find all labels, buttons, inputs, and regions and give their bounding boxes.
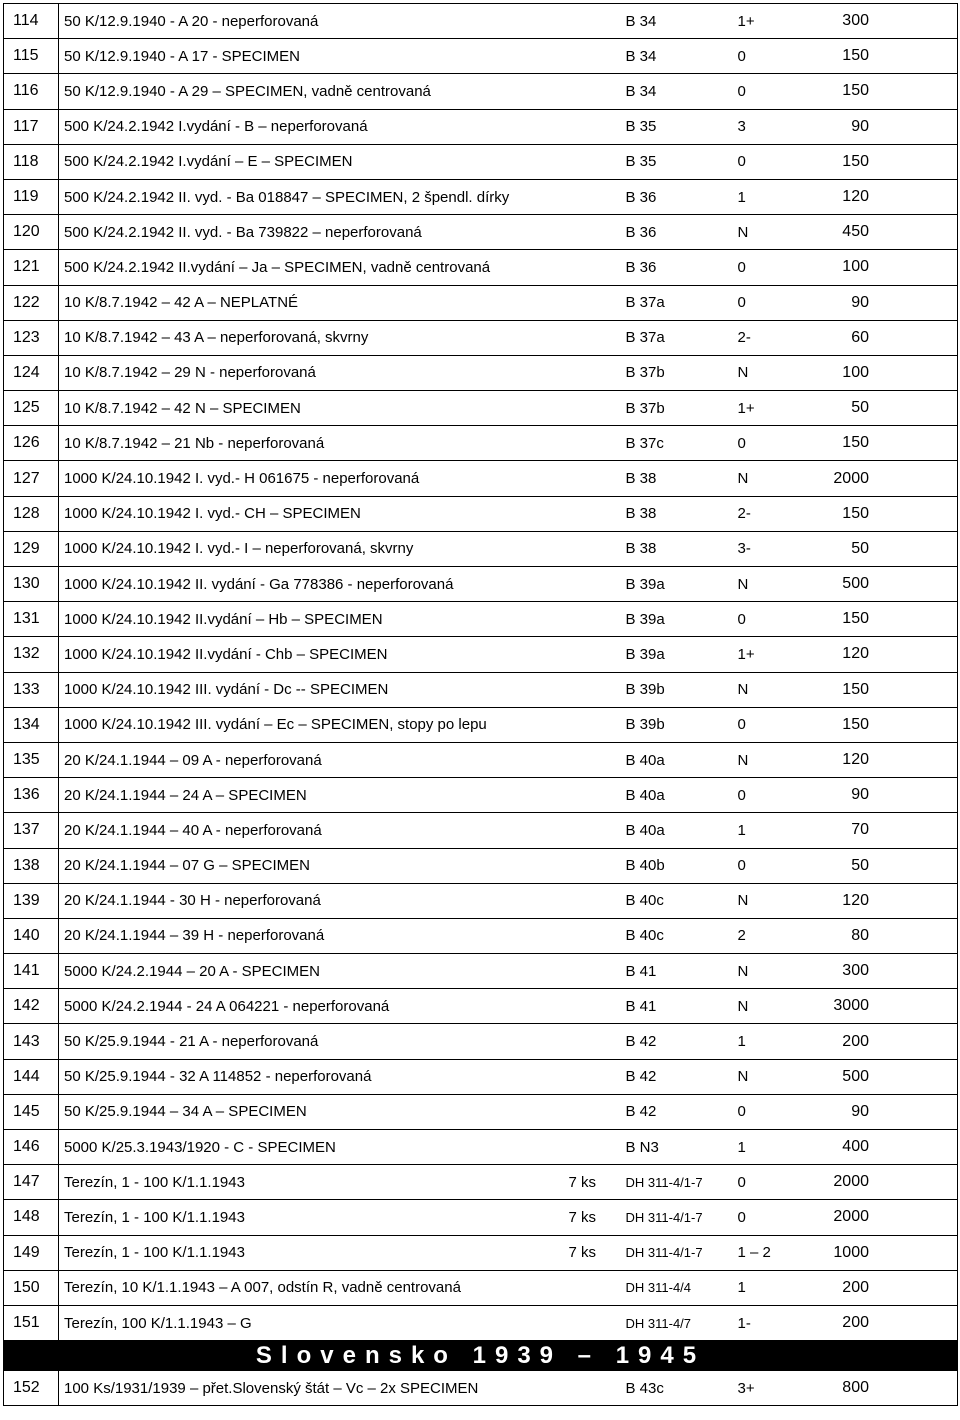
catalog-number: B 42	[624, 1024, 737, 1059]
table-row	[4, 1024, 958, 1059]
item-price: 1000	[807, 1235, 958, 1270]
catalog-number: B 39a	[624, 567, 737, 602]
item-price: 80	[807, 918, 958, 953]
item-grade: 1+	[737, 391, 807, 426]
lot-number: 147	[4, 1165, 59, 1200]
item-grade: N	[737, 742, 807, 777]
item-price: 400	[807, 1130, 958, 1165]
catalog-number: B 37a	[624, 320, 737, 355]
item-grade: 1	[737, 813, 807, 848]
item-price: 90	[807, 285, 958, 320]
table-row	[4, 1305, 958, 1340]
lot-number: 140	[4, 918, 59, 953]
table-row	[4, 250, 958, 285]
table-row	[4, 426, 958, 461]
item-description: 20 K/24.1.1944 – 39 H - neperforovaná	[59, 918, 569, 953]
item-quantity	[569, 602, 624, 637]
item-price: 50	[807, 531, 958, 566]
catalog-number: B 42	[624, 1094, 737, 1129]
item-description: Terezín, 1 - 100 K/1.1.1943	[59, 1200, 569, 1235]
item-description: 1000 K/24.10.1942 II.vydání – Hb – SPECIMEN	[59, 602, 569, 637]
item-description: Terezín, 1 - 100 K/1.1.1943	[59, 1235, 569, 1270]
item-price: 800	[807, 1371, 958, 1406]
catalog-number: B 38	[624, 496, 737, 531]
table-row	[4, 883, 958, 918]
catalog-number: B 39b	[624, 707, 737, 742]
table-row	[4, 778, 958, 813]
item-quantity	[569, 637, 624, 672]
item-grade: 0	[737, 778, 807, 813]
item-description: 20 K/24.1.1944 - 30 H - neperforovaná	[59, 883, 569, 918]
lot-number: 152	[4, 1371, 59, 1406]
item-description: Terezín, 100 K/1.1.1943 – G	[59, 1305, 569, 1340]
item-quantity	[569, 989, 624, 1024]
table-row	[4, 1235, 958, 1270]
item-description: Terezín, 1 - 100 K/1.1.1943	[59, 1165, 569, 1200]
item-price: 300	[807, 954, 958, 989]
item-description: 1000 K/24.10.1942 III. vydání - Dc -- SPECIMEN	[59, 672, 569, 707]
table-row	[4, 355, 958, 390]
item-quantity	[569, 883, 624, 918]
item-description: 500 K/24.2.1942 II. vyd. - Ba 739822 – neperforovaná	[59, 215, 569, 250]
lot-number: 114	[4, 4, 59, 39]
catalog-number: DH 311-4/4	[624, 1270, 737, 1305]
item-description: 20 K/24.1.1944 – 40 A - neperforovaná	[59, 813, 569, 848]
item-quantity: 7 ks	[569, 1200, 624, 1235]
item-description: 1000 K/24.10.1942 II. vydání - Ga 778386 - neperforovaná	[59, 567, 569, 602]
item-grade: N	[737, 215, 807, 250]
item-quantity	[569, 355, 624, 390]
item-quantity	[569, 1024, 624, 1059]
item-price: 120	[807, 883, 958, 918]
table-row	[4, 496, 958, 531]
item-quantity	[569, 391, 624, 426]
item-quantity	[569, 778, 624, 813]
table-row	[4, 1270, 958, 1305]
item-quantity	[569, 179, 624, 214]
lot-number: 123	[4, 320, 59, 355]
item-price: 150	[807, 707, 958, 742]
table-row	[4, 285, 958, 320]
lot-number: 131	[4, 602, 59, 637]
lot-number: 130	[4, 567, 59, 602]
item-price: 50	[807, 391, 958, 426]
item-price: 150	[807, 496, 958, 531]
item-grade: 0	[737, 250, 807, 285]
item-quantity	[569, 285, 624, 320]
catalog-number: B 40c	[624, 918, 737, 953]
item-quantity	[569, 672, 624, 707]
item-quantity	[569, 250, 624, 285]
item-quantity	[569, 848, 624, 883]
section-title: Slovensko 1939 – 1945	[4, 1341, 958, 1371]
catalog-number: B 34	[624, 74, 737, 109]
catalog-number: B 36	[624, 215, 737, 250]
item-grade: 0	[737, 1094, 807, 1129]
item-description: 50 K/12.9.1940 - A 20 - neperforovaná	[59, 4, 569, 39]
item-description: 500 K/24.2.1942 II. vyd. - Ba 018847 – SPECIMEN, 2 špendl. dírky	[59, 179, 569, 214]
item-quantity	[569, 707, 624, 742]
catalog-number: B 36	[624, 250, 737, 285]
item-description: 50 K/25.9.1944 - 32 A 114852 - neperforovaná	[59, 1059, 569, 1094]
lot-number: 150	[4, 1270, 59, 1305]
table-row	[4, 707, 958, 742]
table-row	[4, 74, 958, 109]
catalog-number: B 34	[624, 4, 737, 39]
item-description: 10 K/8.7.1942 – 42 A – NEPLATNÉ	[59, 285, 569, 320]
item-grade: 1	[737, 179, 807, 214]
lot-number: 119	[4, 179, 59, 214]
table-row	[4, 1371, 958, 1406]
item-description: 10 K/8.7.1942 – 42 N – SPECIMEN	[59, 391, 569, 426]
item-description: 10 K/8.7.1942 – 29 N - neperforovaná	[59, 355, 569, 390]
item-grade: N	[737, 672, 807, 707]
item-grade: 0	[737, 426, 807, 461]
item-quantity	[569, 954, 624, 989]
item-description: 50 K/25.9.1944 – 34 A – SPECIMEN	[59, 1094, 569, 1129]
item-description: 20 K/24.1.1944 – 09 A - neperforovaná	[59, 742, 569, 777]
item-quantity	[569, 74, 624, 109]
item-price: 2000	[807, 461, 958, 496]
lot-number: 129	[4, 531, 59, 566]
item-grade: 1	[737, 1024, 807, 1059]
table-row	[4, 1094, 958, 1129]
item-quantity	[569, 1094, 624, 1129]
lot-number: 133	[4, 672, 59, 707]
section-header-row	[4, 1341, 958, 1371]
item-price: 200	[807, 1305, 958, 1340]
table-row	[4, 461, 958, 496]
lot-number: 121	[4, 250, 59, 285]
item-grade: 2-	[737, 496, 807, 531]
item-grade: 1+	[737, 4, 807, 39]
item-quantity	[569, 1059, 624, 1094]
lot-number: 137	[4, 813, 59, 848]
item-description: 10 K/8.7.1942 – 21 Nb - neperforovaná	[59, 426, 569, 461]
item-price: 500	[807, 1059, 958, 1094]
table-row	[4, 179, 958, 214]
item-price: 300	[807, 4, 958, 39]
item-price: 150	[807, 74, 958, 109]
catalog-table-body	[4, 4, 958, 1406]
table-row	[4, 918, 958, 953]
lot-number: 115	[4, 39, 59, 74]
item-grade: N	[737, 954, 807, 989]
item-quantity	[569, 1305, 624, 1340]
item-description: 1000 K/24.10.1942 III. vydání – Ec – SPECIMEN, stopy po lepu	[59, 707, 569, 742]
item-quantity	[569, 4, 624, 39]
item-quantity	[569, 109, 624, 144]
item-price: 150	[807, 39, 958, 74]
lot-number: 128	[4, 496, 59, 531]
catalog-number: B 43c	[624, 1371, 737, 1406]
lot-number: 146	[4, 1130, 59, 1165]
item-grade: 0	[737, 39, 807, 74]
item-grade: 1	[737, 1270, 807, 1305]
item-quantity	[569, 461, 624, 496]
catalog-number: B 38	[624, 461, 737, 496]
item-quantity	[569, 215, 624, 250]
table-row	[4, 1059, 958, 1094]
catalog-number: B 39b	[624, 672, 737, 707]
catalog-number: B 37c	[624, 426, 737, 461]
item-price: 2000	[807, 1200, 958, 1235]
item-description: 20 K/24.1.1944 – 07 G – SPECIMEN	[59, 848, 569, 883]
lot-number: 124	[4, 355, 59, 390]
catalog-number: B 40a	[624, 778, 737, 813]
item-price: 90	[807, 1094, 958, 1129]
lot-number: 141	[4, 954, 59, 989]
item-description: 5000 K/25.3.1943/1920 - C - SPECIMEN	[59, 1130, 569, 1165]
catalog-number: B 39a	[624, 602, 737, 637]
item-description: 50 K/25.9.1944 - 21 A - neperforovaná	[59, 1024, 569, 1059]
item-grade: 3+	[737, 1371, 807, 1406]
item-grade: 3	[737, 109, 807, 144]
item-grade: 1 – 2	[737, 1235, 807, 1270]
catalog-number: B 41	[624, 954, 737, 989]
item-description: 50 K/12.9.1940 - A 29 – SPECIMEN, vadně centrovaná	[59, 74, 569, 109]
table-row	[4, 602, 958, 637]
item-grade: N	[737, 883, 807, 918]
lot-number: 132	[4, 637, 59, 672]
item-quantity	[569, 918, 624, 953]
item-grade: N	[737, 355, 807, 390]
item-description: 500 K/24.2.1942 I.vydání - B – neperforovaná	[59, 109, 569, 144]
item-description: 1000 K/24.10.1942 I. vyd.- H 061675 - neperforovaná	[59, 461, 569, 496]
catalog-number: B 40a	[624, 742, 737, 777]
item-price: 150	[807, 426, 958, 461]
catalog-number: B 37b	[624, 391, 737, 426]
item-price: 60	[807, 320, 958, 355]
table-row	[4, 813, 958, 848]
lot-number: 127	[4, 461, 59, 496]
catalog-number: B 37a	[624, 285, 737, 320]
item-grade: N	[737, 461, 807, 496]
item-quantity	[569, 1371, 624, 1406]
item-description: 1000 K/24.10.1942 II.vydání - Chb – SPECIMEN	[59, 637, 569, 672]
item-grade: N	[737, 567, 807, 602]
lot-number: 125	[4, 391, 59, 426]
item-quantity	[569, 496, 624, 531]
table-row	[4, 39, 958, 74]
item-grade: 0	[737, 285, 807, 320]
table-row	[4, 567, 958, 602]
item-quantity: 7 ks	[569, 1235, 624, 1270]
table-row	[4, 531, 958, 566]
item-price: 200	[807, 1024, 958, 1059]
item-grade: 1-	[737, 1305, 807, 1340]
item-grade: 2-	[737, 320, 807, 355]
item-quantity	[569, 1130, 624, 1165]
item-price: 500	[807, 567, 958, 602]
item-description: 20 K/24.1.1944 – 24 A – SPECIMEN	[59, 778, 569, 813]
catalog-number: DH 311-4/1-7	[624, 1200, 737, 1235]
lot-number: 142	[4, 989, 59, 1024]
table-row	[4, 109, 958, 144]
table-row	[4, 742, 958, 777]
catalog-number: B 39a	[624, 637, 737, 672]
catalog-number: B 36	[624, 179, 737, 214]
table-row	[4, 391, 958, 426]
item-price: 50	[807, 848, 958, 883]
item-price: 120	[807, 179, 958, 214]
item-price: 150	[807, 672, 958, 707]
item-price: 200	[807, 1270, 958, 1305]
table-row	[4, 215, 958, 250]
catalog-number: DH 311-4/1-7	[624, 1165, 737, 1200]
catalog-number: B 40c	[624, 883, 737, 918]
lot-number: 118	[4, 144, 59, 179]
item-price: 150	[807, 144, 958, 179]
catalog-number: B 40b	[624, 848, 737, 883]
item-description: 500 K/24.2.1942 II.vydání – Ja – SPECIMEN, vadně centrovaná	[59, 250, 569, 285]
item-price: 120	[807, 637, 958, 672]
table-row	[4, 4, 958, 39]
catalog-number: B 38	[624, 531, 737, 566]
catalog-number: B 37b	[624, 355, 737, 390]
item-description: 10 K/8.7.1942 – 43 A – neperforovaná, skvrny	[59, 320, 569, 355]
catalog-number: B 35	[624, 109, 737, 144]
lot-number: 136	[4, 778, 59, 813]
catalog-number: B 40a	[624, 813, 737, 848]
item-grade: 2	[737, 918, 807, 953]
item-quantity	[569, 1270, 624, 1305]
item-quantity	[569, 813, 624, 848]
lot-number: 139	[4, 883, 59, 918]
lot-number: 138	[4, 848, 59, 883]
item-price: 70	[807, 813, 958, 848]
item-description: 5000 K/24.2.1944 - 24 A 064221 - neperforovaná	[59, 989, 569, 1024]
table-row	[4, 1200, 958, 1235]
item-description: 100 Ks/1931/1939 – přet.Slovenský štát – Vc – 2x SPECIMEN	[59, 1371, 569, 1406]
table-row	[4, 144, 958, 179]
lot-number: 122	[4, 285, 59, 320]
item-price: 3000	[807, 989, 958, 1024]
item-price: 120	[807, 742, 958, 777]
catalog-number: B 34	[624, 39, 737, 74]
item-grade: 0	[737, 707, 807, 742]
item-quantity	[569, 567, 624, 602]
item-grade: 0	[737, 74, 807, 109]
item-grade: 0	[737, 144, 807, 179]
item-grade: N	[737, 989, 807, 1024]
item-grade: 3-	[737, 531, 807, 566]
item-grade: 0	[737, 1165, 807, 1200]
item-price: 2000	[807, 1165, 958, 1200]
item-price: 90	[807, 109, 958, 144]
catalog-number: DH 311-4/7	[624, 1305, 737, 1340]
item-price: 90	[807, 778, 958, 813]
lot-number: 149	[4, 1235, 59, 1270]
lot-number: 116	[4, 74, 59, 109]
item-price: 150	[807, 602, 958, 637]
item-quantity	[569, 39, 624, 74]
item-grade: 0	[737, 848, 807, 883]
catalog-table	[3, 3, 958, 1406]
item-description: Terezín, 10 K/1.1.1943 – A 007, odstín R, vadně centrovaná	[59, 1270, 569, 1305]
catalog-number: B 42	[624, 1059, 737, 1094]
catalog-number: DH 311-4/1-7	[624, 1235, 737, 1270]
table-row	[4, 989, 958, 1024]
item-description: 1000 K/24.10.1942 I. vyd.- I – neperforovaná, skvrny	[59, 531, 569, 566]
item-quantity	[569, 531, 624, 566]
catalog-number: B 35	[624, 144, 737, 179]
catalog-number: B 41	[624, 989, 737, 1024]
lot-number: 145	[4, 1094, 59, 1129]
item-description: 5000 K/24.2.1944 – 20 A - SPECIMEN	[59, 954, 569, 989]
table-row	[4, 954, 958, 989]
item-grade: 0	[737, 602, 807, 637]
catalog-number: B N3	[624, 1130, 737, 1165]
table-row	[4, 672, 958, 707]
item-quantity: 7 ks	[569, 1165, 624, 1200]
table-row	[4, 1130, 958, 1165]
lot-number: 143	[4, 1024, 59, 1059]
item-quantity	[569, 742, 624, 777]
lot-number: 134	[4, 707, 59, 742]
item-description: 50 K/12.9.1940 - A 17 - SPECIMEN	[59, 39, 569, 74]
lot-number: 126	[4, 426, 59, 461]
item-grade: 0	[737, 1200, 807, 1235]
item-quantity	[569, 426, 624, 461]
lot-number: 117	[4, 109, 59, 144]
lot-number: 135	[4, 742, 59, 777]
lot-number: 148	[4, 1200, 59, 1235]
item-quantity	[569, 320, 624, 355]
lot-number: 144	[4, 1059, 59, 1094]
item-grade: 1	[737, 1130, 807, 1165]
lot-number: 151	[4, 1305, 59, 1340]
lot-number: 120	[4, 215, 59, 250]
item-description: 500 K/24.2.1942 I.vydání – E – SPECIMEN	[59, 144, 569, 179]
table-row	[4, 637, 958, 672]
item-price: 450	[807, 215, 958, 250]
item-quantity	[569, 144, 624, 179]
item-grade: 1+	[737, 637, 807, 672]
table-row	[4, 320, 958, 355]
item-description: 1000 K/24.10.1942 I. vyd.- CH – SPECIMEN	[59, 496, 569, 531]
table-row	[4, 848, 958, 883]
table-row	[4, 1165, 958, 1200]
item-price: 100	[807, 355, 958, 390]
item-price: 100	[807, 250, 958, 285]
item-grade: N	[737, 1059, 807, 1094]
